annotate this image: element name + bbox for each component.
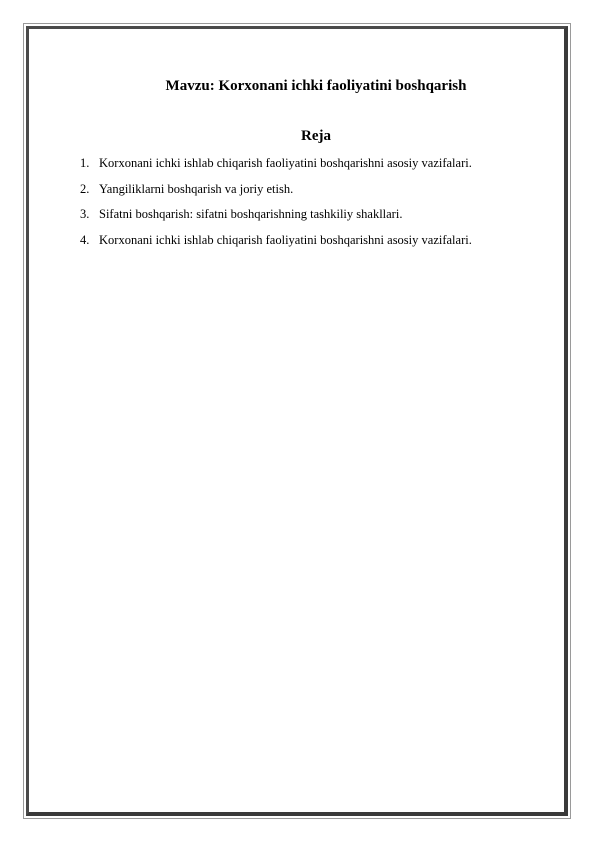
plan-item [80,206,472,223]
plan-item [80,232,472,249]
plan-list [80,155,472,257]
plan-item-text: Sifatni boshqarish: sifatni boshqarishning tashkiliy shakllari. [99,207,403,221]
plan-item-number: 4. [80,232,90,247]
plan-item-text: Korxonani ichki ishlab chiqarish faoliyatini boshqarishni asosiy vazifalari. [99,232,472,247]
plan-item-text: Yangiliklarni boshqarish va joriy etish. [99,181,294,196]
plan-item [80,155,472,172]
plan-item-text: Korxonani ichki ishlab chiqarish faoliyatini boshqarishni asosiy vazifalari. [99,156,472,170]
plan-item-number: 1. [80,156,90,170]
document-title: Mavzu: Korxonani ichki faoliyatini boshqarish [165,78,467,94]
plan-item [80,181,472,198]
plan-heading: Reja [301,128,331,144]
plan-item-number: 3. [80,207,90,221]
plan-item-number: 2. [80,181,90,196]
